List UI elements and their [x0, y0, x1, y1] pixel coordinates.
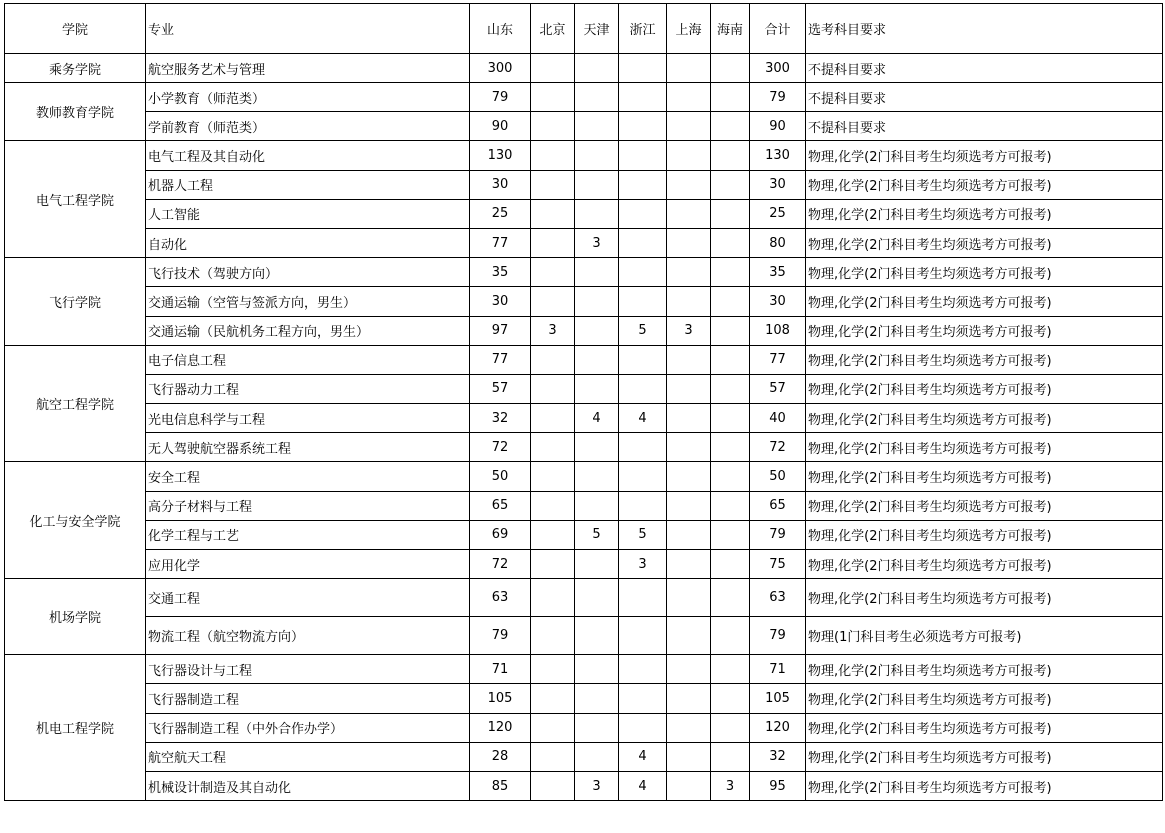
beijing-cell: [531, 404, 575, 433]
requirement-cell: 物理(1门科目考生必须选考方可报考): [806, 617, 1163, 655]
beijing-cell: [531, 433, 575, 462]
shanghai-cell: [667, 491, 711, 520]
table-row: [5, 655, 1163, 684]
zhejiang-cell: [619, 228, 667, 257]
major-cell: 安全工程: [146, 462, 470, 491]
total-cell: 63: [750, 579, 806, 617]
table-row: [5, 550, 1163, 579]
requirement-cell: 物理,化学(2门科目考生均须选考方可报考): [806, 742, 1163, 771]
zhejiang-cell: 4: [619, 771, 667, 800]
major-cell: 航空航天工程: [146, 742, 470, 771]
shanghai-cell: [667, 433, 711, 462]
requirement-cell: 物理,化学(2门科目考生均须选考方可报考): [806, 287, 1163, 316]
major-cell: 电气工程及其自动化: [146, 141, 470, 170]
table-row: [5, 374, 1163, 403]
beijing-cell: [531, 83, 575, 112]
shanghai-cell: [667, 258, 711, 287]
shandong-cell: 30: [470, 287, 531, 316]
shanghai-cell: [667, 112, 711, 141]
hainan-cell: [711, 83, 750, 112]
shandong-cell: 77: [470, 228, 531, 257]
total-cell: 50: [750, 462, 806, 491]
total-cell: 75: [750, 550, 806, 579]
zhejiang-cell: [619, 199, 667, 228]
beijing-cell: [531, 199, 575, 228]
college-cell: 航空工程学院: [5, 345, 146, 462]
header-total: 合计: [750, 4, 806, 54]
shanghai-cell: [667, 655, 711, 684]
hainan-cell: [711, 287, 750, 316]
tianjin-cell: [575, 374, 619, 403]
hainan-cell: [711, 742, 750, 771]
hainan-cell: [711, 655, 750, 684]
major-cell: 无人驾驶航空器系统工程: [146, 433, 470, 462]
zhejiang-cell: 3: [619, 550, 667, 579]
requirement-cell: 物理,化学(2门科目考生均须选考方可报考): [806, 491, 1163, 520]
beijing-cell: [531, 491, 575, 520]
zhejiang-cell: [619, 54, 667, 83]
shandong-cell: 79: [470, 617, 531, 655]
total-cell: 77: [750, 345, 806, 374]
zhejiang-cell: [619, 579, 667, 617]
major-cell: 飞行器制造工程（中外合作办学）: [146, 713, 470, 742]
shandong-cell: 72: [470, 433, 531, 462]
total-cell: 40: [750, 404, 806, 433]
header-shandong: 山东: [470, 4, 531, 54]
major-cell: 机器人工程: [146, 170, 470, 199]
hainan-cell: [711, 520, 750, 549]
total-cell: 57: [750, 374, 806, 403]
college-cell: 飞行学院: [5, 258, 146, 346]
hainan-cell: [711, 228, 750, 257]
major-cell: 飞行器制造工程: [146, 684, 470, 713]
hainan-cell: [711, 374, 750, 403]
shanghai-cell: [667, 287, 711, 316]
shanghai-cell: [667, 462, 711, 491]
beijing-cell: [531, 684, 575, 713]
beijing-cell: [531, 462, 575, 491]
hainan-cell: [711, 550, 750, 579]
table-row: [5, 771, 1163, 800]
table-row: [5, 520, 1163, 549]
major-cell: 飞行器设计与工程: [146, 655, 470, 684]
tianjin-cell: [575, 491, 619, 520]
tianjin-cell: 5: [575, 520, 619, 549]
beijing-cell: [531, 520, 575, 549]
beijing-cell: [531, 141, 575, 170]
shandong-cell: 105: [470, 684, 531, 713]
shanghai-cell: 3: [667, 316, 711, 345]
shandong-cell: 28: [470, 742, 531, 771]
shanghai-cell: [667, 54, 711, 83]
beijing-cell: [531, 345, 575, 374]
beijing-cell: [531, 655, 575, 684]
table-row: [5, 491, 1163, 520]
shanghai-cell: [667, 550, 711, 579]
header-college: 学院: [5, 4, 146, 54]
hainan-cell: 3: [711, 771, 750, 800]
major-cell: 高分子材料与工程: [146, 491, 470, 520]
major-cell: 飞行技术（驾驶方向）: [146, 258, 470, 287]
table-row: [5, 199, 1163, 228]
zhejiang-cell: 5: [619, 316, 667, 345]
major-cell: 交通工程: [146, 579, 470, 617]
tianjin-cell: [575, 684, 619, 713]
tianjin-cell: [575, 141, 619, 170]
requirement-cell: 不提科目要求: [806, 112, 1163, 141]
hainan-cell: [711, 54, 750, 83]
table-row: [5, 462, 1163, 491]
shanghai-cell: [667, 520, 711, 549]
zhejiang-cell: [619, 374, 667, 403]
total-cell: 105: [750, 684, 806, 713]
shanghai-cell: [667, 83, 711, 112]
shandong-cell: 300: [470, 54, 531, 83]
beijing-cell: [531, 170, 575, 199]
table-row: [5, 713, 1163, 742]
zhejiang-cell: [619, 462, 667, 491]
requirement-cell: 物理,化学(2门科目考生均须选考方可报考): [806, 579, 1163, 617]
tianjin-cell: [575, 316, 619, 345]
shanghai-cell: [667, 404, 711, 433]
total-cell: 35: [750, 258, 806, 287]
beijing-cell: [531, 374, 575, 403]
total-cell: 72: [750, 433, 806, 462]
hainan-cell: [711, 141, 750, 170]
college-cell: 机电工程学院: [5, 655, 146, 801]
tianjin-cell: [575, 433, 619, 462]
total-cell: 90: [750, 112, 806, 141]
tianjin-cell: [575, 550, 619, 579]
zhejiang-cell: [619, 684, 667, 713]
major-cell: 人工智能: [146, 199, 470, 228]
table-body: [5, 54, 1163, 801]
zhejiang-cell: [619, 345, 667, 374]
total-cell: 30: [750, 170, 806, 199]
shanghai-cell: [667, 771, 711, 800]
tianjin-cell: 3: [575, 771, 619, 800]
requirement-cell: 物理,化学(2门科目考生均须选考方可报考): [806, 170, 1163, 199]
total-cell: 30: [750, 287, 806, 316]
header-row: [5, 4, 1163, 54]
shanghai-cell: [667, 684, 711, 713]
major-cell: 飞行器动力工程: [146, 374, 470, 403]
zhejiang-cell: 5: [619, 520, 667, 549]
total-cell: 79: [750, 520, 806, 549]
table-row: [5, 433, 1163, 462]
requirement-cell: 物理,化学(2门科目考生均须选考方可报考): [806, 374, 1163, 403]
tianjin-cell: [575, 617, 619, 655]
shanghai-cell: [667, 617, 711, 655]
requirement-cell: 物理,化学(2门科目考生均须选考方可报考): [806, 433, 1163, 462]
hainan-cell: [711, 404, 750, 433]
zhejiang-cell: [619, 491, 667, 520]
tianjin-cell: [575, 112, 619, 141]
beijing-cell: [531, 771, 575, 800]
hainan-cell: [711, 170, 750, 199]
requirement-cell: 物理,化学(2门科目考生均须选考方可报考): [806, 199, 1163, 228]
shanghai-cell: [667, 742, 711, 771]
zhejiang-cell: [619, 112, 667, 141]
header-requirement: 选考科目要求: [806, 4, 1163, 54]
requirement-cell: 不提科目要求: [806, 83, 1163, 112]
major-cell: 应用化学: [146, 550, 470, 579]
header-shanghai: 上海: [667, 4, 711, 54]
requirement-cell: 物理,化学(2门科目考生均须选考方可报考): [806, 771, 1163, 800]
table-row: [5, 287, 1163, 316]
shandong-cell: 32: [470, 404, 531, 433]
shanghai-cell: [667, 713, 711, 742]
tianjin-cell: [575, 579, 619, 617]
total-cell: 79: [750, 617, 806, 655]
major-cell: 电子信息工程: [146, 345, 470, 374]
zhejiang-cell: [619, 170, 667, 199]
header-tianjin: 天津: [575, 4, 619, 54]
header-hainan: 海南: [711, 4, 750, 54]
zhejiang-cell: [619, 258, 667, 287]
beijing-cell: [531, 617, 575, 655]
total-cell: 130: [750, 141, 806, 170]
tianjin-cell: [575, 170, 619, 199]
major-cell: 学前教育（师范类）: [146, 112, 470, 141]
beijing-cell: [531, 287, 575, 316]
tianjin-cell: [575, 54, 619, 83]
shanghai-cell: [667, 141, 711, 170]
major-cell: 物流工程（航空物流方向）: [146, 617, 470, 655]
requirement-cell: 物理,化学(2门科目考生均须选考方可报考): [806, 520, 1163, 549]
college-cell: 乘务学院: [5, 54, 146, 83]
hainan-cell: [711, 491, 750, 520]
college-cell: 电气工程学院: [5, 141, 146, 258]
tianjin-cell: [575, 742, 619, 771]
zhejiang-cell: [619, 655, 667, 684]
zhejiang-cell: 4: [619, 404, 667, 433]
shandong-cell: 85: [470, 771, 531, 800]
beijing-cell: [531, 228, 575, 257]
hainan-cell: [711, 579, 750, 617]
table-row: [5, 617, 1163, 655]
requirement-cell: 物理,化学(2门科目考生均须选考方可报考): [806, 550, 1163, 579]
zhejiang-cell: [619, 83, 667, 112]
tianjin-cell: [575, 345, 619, 374]
table-row: [5, 141, 1163, 170]
college-cell: 化工与安全学院: [5, 462, 146, 579]
zhejiang-cell: [619, 713, 667, 742]
shandong-cell: 71: [470, 655, 531, 684]
shandong-cell: 97: [470, 316, 531, 345]
beijing-cell: [531, 550, 575, 579]
shanghai-cell: [667, 228, 711, 257]
requirement-cell: 物理,化学(2门科目考生均须选考方可报考): [806, 316, 1163, 345]
tianjin-cell: 4: [575, 404, 619, 433]
shandong-cell: 50: [470, 462, 531, 491]
total-cell: 108: [750, 316, 806, 345]
tianjin-cell: [575, 655, 619, 684]
beijing-cell: [531, 579, 575, 617]
zhejiang-cell: [619, 617, 667, 655]
major-cell: 交通运输（空管与签派方向，男生）: [146, 287, 470, 316]
shandong-cell: 120: [470, 713, 531, 742]
requirement-cell: 物理,化学(2门科目考生均须选考方可报考): [806, 141, 1163, 170]
requirement-cell: 物理,化学(2门科目考生均须选考方可报考): [806, 404, 1163, 433]
requirement-cell: 物理,化学(2门科目考生均须选考方可报考): [806, 713, 1163, 742]
table-row: [5, 579, 1163, 617]
beijing-cell: 3: [531, 316, 575, 345]
major-cell: 交通运输（民航机务工程方向，男生）: [146, 316, 470, 345]
table-row: [5, 684, 1163, 713]
total-cell: 80: [750, 228, 806, 257]
beijing-cell: [531, 54, 575, 83]
header-zhejiang: 浙江: [619, 4, 667, 54]
major-cell: 小学教育（师范类）: [146, 83, 470, 112]
beijing-cell: [531, 258, 575, 287]
table-row: [5, 112, 1163, 141]
shandong-cell: 63: [470, 579, 531, 617]
shandong-cell: 90: [470, 112, 531, 141]
major-cell: 自动化: [146, 228, 470, 257]
hainan-cell: [711, 433, 750, 462]
shandong-cell: 65: [470, 491, 531, 520]
hainan-cell: [711, 316, 750, 345]
hainan-cell: [711, 713, 750, 742]
zhejiang-cell: [619, 433, 667, 462]
beijing-cell: [531, 112, 575, 141]
shanghai-cell: [667, 199, 711, 228]
header-beijing: 北京: [531, 4, 575, 54]
tianjin-cell: [575, 199, 619, 228]
requirement-cell: 物理,化学(2门科目考生均须选考方可报考): [806, 258, 1163, 287]
shandong-cell: 77: [470, 345, 531, 374]
total-cell: 300: [750, 54, 806, 83]
total-cell: 79: [750, 83, 806, 112]
shandong-cell: 35: [470, 258, 531, 287]
hainan-cell: [711, 199, 750, 228]
table-row: [5, 228, 1163, 257]
shandong-cell: 57: [470, 374, 531, 403]
total-cell: 32: [750, 742, 806, 771]
requirement-cell: 不提科目要求: [806, 54, 1163, 83]
table-row: [5, 258, 1163, 287]
enrollment-table: [4, 3, 1163, 801]
hainan-cell: [711, 112, 750, 141]
college-cell: 教师教育学院: [5, 83, 146, 141]
hainan-cell: [711, 345, 750, 374]
table-row: [5, 54, 1163, 83]
shandong-cell: 69: [470, 520, 531, 549]
requirement-cell: 物理,化学(2门科目考生均须选考方可报考): [806, 462, 1163, 491]
requirement-cell: 物理,化学(2门科目考生均须选考方可报考): [806, 655, 1163, 684]
tianjin-cell: [575, 287, 619, 316]
shanghai-cell: [667, 374, 711, 403]
table-row: [5, 404, 1163, 433]
requirement-cell: 物理,化学(2门科目考生均须选考方可报考): [806, 345, 1163, 374]
major-cell: 化学工程与工艺: [146, 520, 470, 549]
hainan-cell: [711, 684, 750, 713]
major-cell: 机械设计制造及其自动化: [146, 771, 470, 800]
major-cell: 光电信息科学与工程: [146, 404, 470, 433]
shanghai-cell: [667, 345, 711, 374]
tianjin-cell: [575, 258, 619, 287]
shandong-cell: 130: [470, 141, 531, 170]
table-row: [5, 170, 1163, 199]
total-cell: 25: [750, 199, 806, 228]
beijing-cell: [531, 742, 575, 771]
table-row: [5, 83, 1163, 112]
shanghai-cell: [667, 170, 711, 199]
total-cell: 95: [750, 771, 806, 800]
college-cell: 机场学院: [5, 579, 146, 655]
zhejiang-cell: [619, 141, 667, 170]
hainan-cell: [711, 462, 750, 491]
header-major: 专业: [146, 4, 470, 54]
tianjin-cell: [575, 83, 619, 112]
zhejiang-cell: 4: [619, 742, 667, 771]
hainan-cell: [711, 258, 750, 287]
shandong-cell: 25: [470, 199, 531, 228]
tianjin-cell: [575, 713, 619, 742]
shandong-cell: 30: [470, 170, 531, 199]
tianjin-cell: 3: [575, 228, 619, 257]
shanghai-cell: [667, 579, 711, 617]
hainan-cell: [711, 617, 750, 655]
tianjin-cell: [575, 462, 619, 491]
table-row: [5, 345, 1163, 374]
beijing-cell: [531, 713, 575, 742]
zhejiang-cell: [619, 287, 667, 316]
requirement-cell: 物理,化学(2门科目考生均须选考方可报考): [806, 228, 1163, 257]
major-cell: 航空服务艺术与管理: [146, 54, 470, 83]
total-cell: 71: [750, 655, 806, 684]
shandong-cell: 72: [470, 550, 531, 579]
shandong-cell: 79: [470, 83, 531, 112]
table-row: [5, 742, 1163, 771]
total-cell: 120: [750, 713, 806, 742]
table-row: [5, 316, 1163, 345]
total-cell: 65: [750, 491, 806, 520]
requirement-cell: 物理,化学(2门科目考生均须选考方可报考): [806, 684, 1163, 713]
